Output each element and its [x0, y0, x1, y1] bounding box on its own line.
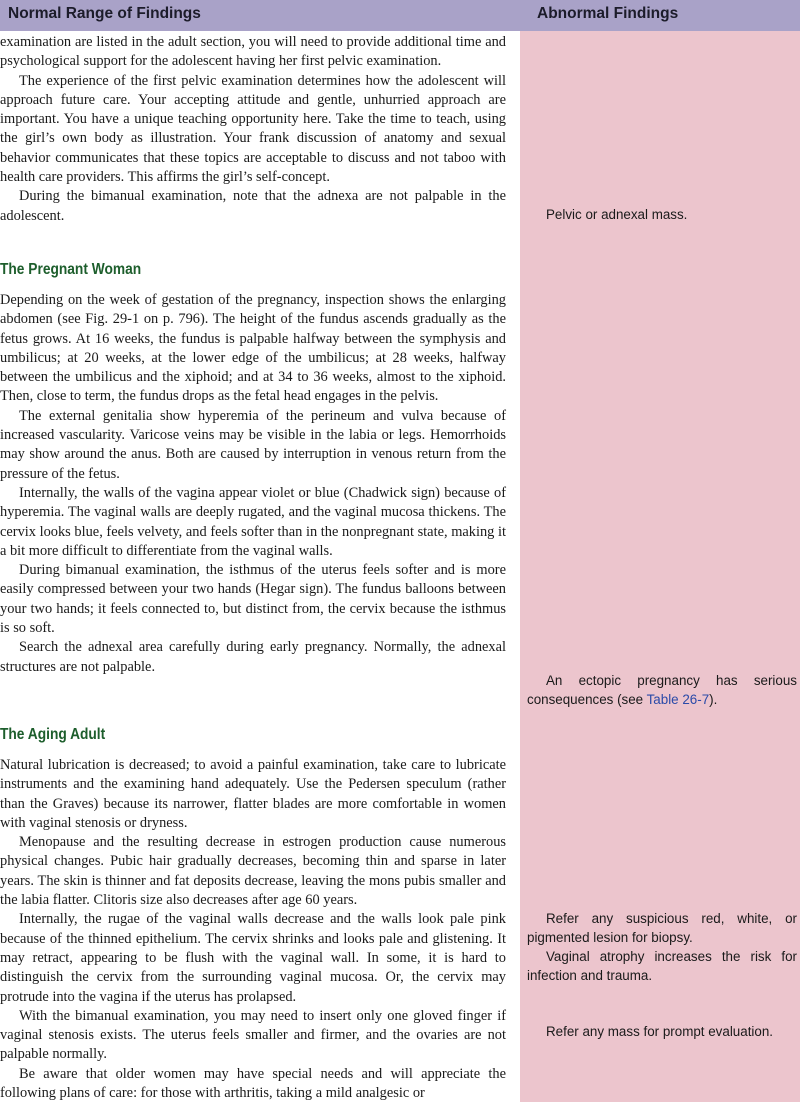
aging-adult-heading: The Aging Adult — [0, 726, 106, 743]
pregnant-paragraph-4: During bimanual examination, the isthmus of the uterus feels softer and is more easily compressed between your two hands (Hegar sign). The fundus balloons between your two hands; it feels connected to, but distinct from, the cervix because the isthmus is so soft. — [0, 562, 506, 637]
aging-adult-section — [0, 756, 506, 1103]
aging-paragraph-3: Internally, the rugae of the vaginal walls decrease and the walls look pale pink because of the thinned epithelium. The cervix shrinks and looks pale and glistening. It may retract, appearing to be flush with the vaginal wall. In some, it is hard to distinguish the cervix from the surrounding vaginal mucosa. Or, the cervix may protrude into the vagina if the uterus has prolapsed. — [0, 911, 506, 1005]
pregnant-paragraph-1: Depending on the week of gestation of the pregnancy, inspection shows the enlarging abdomen (see Fig. 29-1 on p. 796). The height of the fundus ascends gradually as the fetus grows. At 16 weeks, the fundus is palpable halfway between the symphysis and umbilicus; at 20 weeks, at the lower edge of the umbilicus; at 28 weeks, halfway between the umbilicus and the xiphoid; and at 34 to 36 weeks, almost to the xiphoid. Then, close to term, the fundus drops as the fetal head engages in the pelvis. — [0, 292, 506, 405]
pregnant-paragraph-3: Internally, the walls of the vagina appear violet or blue (Chadwick sign) because of hyperemia. The vaginal walls are deeply rugated, and the vaginal mucosa thickens. The cervix looks blue, feels velvety, and feels softer than in the nonpregnant state, making it a bit more difficult to differentiate from the vaginal walls. — [0, 484, 506, 559]
adolescent-paragraph-1: examination are listed in the adult section, you will need to provide additional time and psychological support for the adolescent having her first pelvic examination. — [0, 34, 506, 70]
mass-evaluation-note: Refer any mass for prompt evaluation. — [546, 1024, 774, 1039]
table-26-7-link[interactable]: Table 26-7 — [646, 692, 710, 708]
abnormal-findings-header: Abnormal Findings — [537, 5, 679, 22]
ectopic-text: An ectopic pregnancy has serious consequences (see — [527, 673, 797, 708]
pregnant-woman-heading: The Pregnant Woman — [0, 261, 142, 278]
lesion-biopsy-note: Refer any suspicious red, white, or pigmented lesion for biopsy. — [527, 911, 797, 946]
adolescent-paragraph-3: During the bimanual examination, note that the adnexa are not palpable in the adolescent. — [0, 188, 506, 224]
ectopic-text-end: ). — [709, 692, 718, 708]
pregnant-woman-section — [0, 291, 506, 677]
aging-paragraph-1: Natural lubrication is decreased; to avoid a painful examination, take care to lubricate instruments and the examining hand adequately. Use the Pedersen speculum (rather than the Graves) because its narrower, flatter blades are more comfortable in women with vaginal stenosis or dryness. — [0, 757, 506, 831]
adnexal-mass-note: Pelvic or adnexal mass. — [546, 207, 688, 222]
pregnant-paragraph-5: Search the adnexal area carefully during early pregnancy. Normally, the adnexal structures are not palpable. — [0, 639, 506, 675]
aging-paragraph-5: Be aware that older women may have special needs and will appreciate the following plans of care: for those with arthritis, taking a mild analgesic or — [0, 1065, 506, 1102]
aging-paragraph-2: Menopause and the resulting decrease in estrogen production cause numerous physical changes. Pubic hair gradually decreases, becoming thin and sparse in later years. The skin is thinner and fat deposits decrease, leaving the mons pubis smaller and the labia flatter. Clitoris size also decreases after age 60 years. — [0, 834, 506, 909]
ectopic-pregnancy-note — [527, 671, 797, 710]
normal-findings-header: Normal Range of Findings — [8, 5, 201, 22]
adolescent-section — [0, 33, 506, 226]
aging-paragraph-4: With the bimanual examination, you may need to insert only one gloved finger if vaginal stenosis exists. The uterus feels smaller and firmer, and the ovaries are not palpable normally. — [0, 1007, 506, 1063]
vaginal-atrophy-note: Vaginal atrophy increases the risk for infection and trauma. — [527, 949, 797, 984]
table-header — [0, 0, 800, 31]
adolescent-paragraph-2: The experience of the first pelvic examination determines how the adolescent will approach future care. Your accepting attitude and gentle, unhurried approach are important. You have a unique teaching opportunity here. Take the time to teach, using the girl’s own body as illustration. Your frank discussion of anatomy and sexual behavior communicates that these topics are acceptable to discuss and not taboo with health care providers. This affirms the girl’s self-concept. — [0, 72, 506, 186]
pregnant-paragraph-2: The external genitalia show hyperemia of the perineum and vulva because of increased vascularity. Varicose veins may be visible in the labia or legs. Hemorrhoids may show around the anus. Both are caused by interruption in venous return from the pressure of the fetus. — [0, 407, 506, 482]
